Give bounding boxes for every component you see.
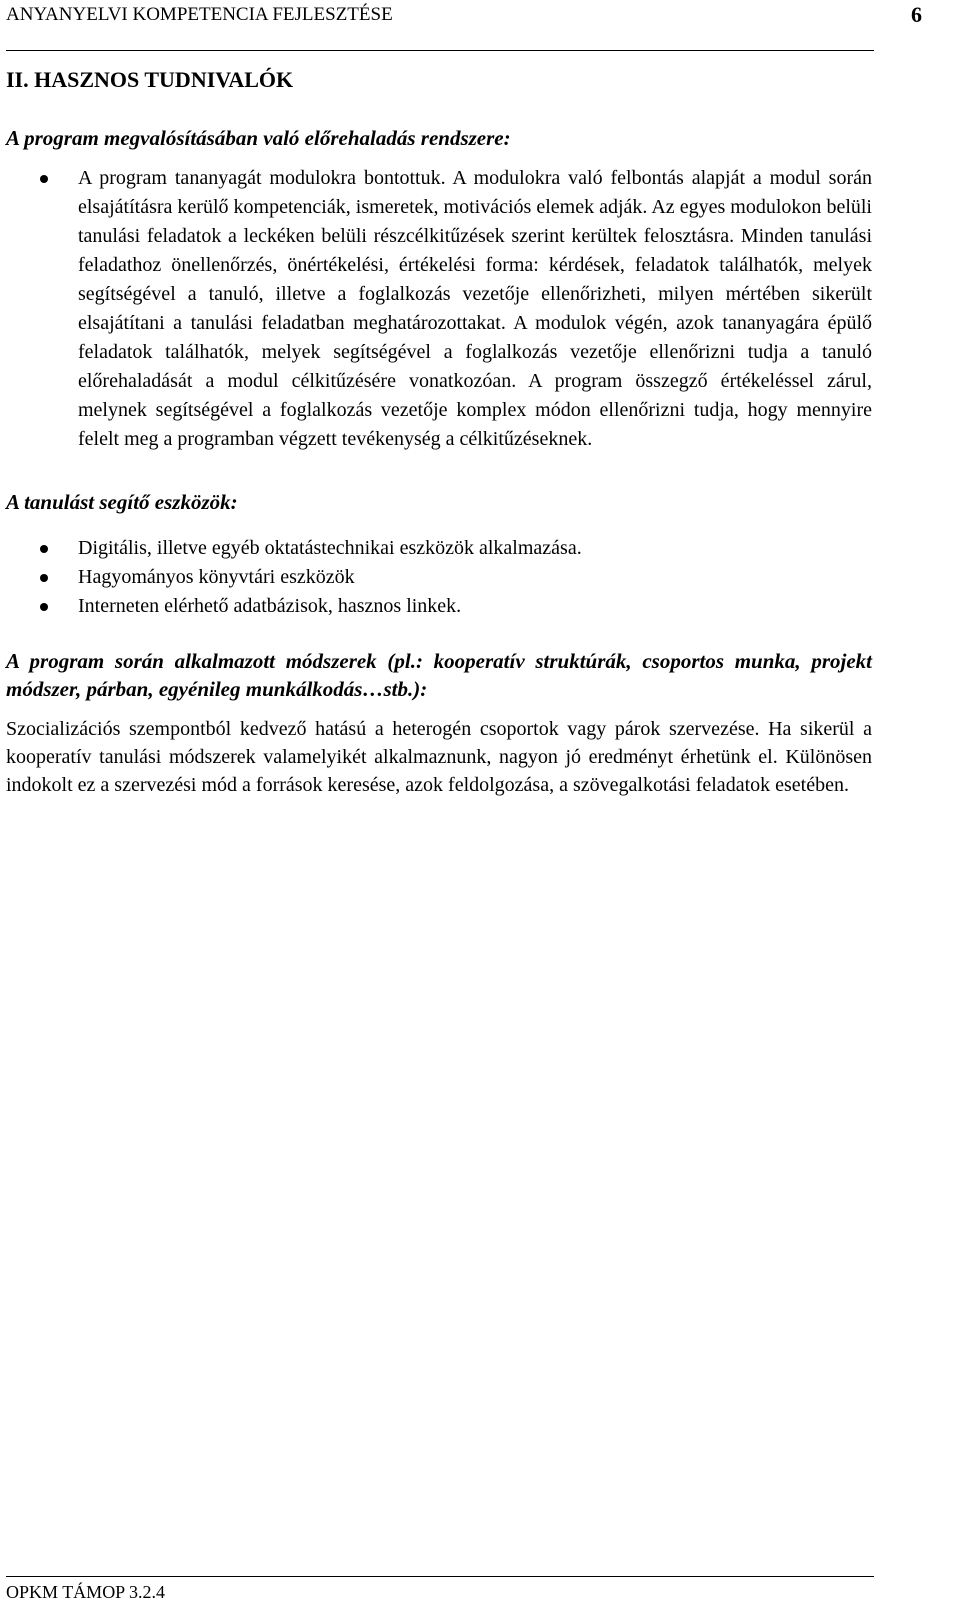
page-header <box>6 0 922 51</box>
header-title: ANYANYELVI KOMPETENCIA FEJLESZTÉSE <box>6 4 393 25</box>
tools-list <box>6 534 872 621</box>
progress-list <box>6 164 872 454</box>
bullet-icon <box>40 603 48 611</box>
tools-item-2: Hagyományos könyvtári eszközök <box>78 566 355 588</box>
progress-bullet-text: A program tananyagát modulokra bontottuk. A modulokra való felbontás alapját a modul során elsajátításra kerülő kompetenciák, ismeretek, motivációs elemek adják. Az egyes modulokon belüli tanulási feladatok a leckéken belüli részcélkitűzések szerint kerültek felosztásra. Minden tanulási feladathoz önellenőrzés, önértékelési, értékelési forma: kérdések, feladatok találhatók, melyek segítségével a tanuló, illetve a foglalkozás vezetője ellenőrizheti, milyen mértében sikerült elsajátítani a tanulási feladatban meghatározottakat. A modulok végén, azok tananyagára épülő feladatok találhatók, melyek segítségével a foglalkozás vezetője ellenőrizni tudja a tanuló előrehaladását a modul célkitűzésére vonatkozóan. A program összegző értékeléssel zárul, melynek segítségével a foglalkozás vezetője komplex módon ellenőrizni tudja, hogy mennyire felelt meg a programban végzett tevékenység a célkitűzéseknek. <box>78 167 872 450</box>
bullet-icon <box>40 175 48 183</box>
page-number: 6 <box>911 2 922 27</box>
list-item <box>6 592 872 621</box>
progress-heading: A program megvalósításában való előrehaladás rendszere: <box>6 126 511 150</box>
list-item <box>6 563 872 592</box>
methods-paragraph: Szocializációs szempontból kedvező hatású a heterogén csoportok vagy párok szervezése. Ha sikerül a kooperatív tanulási módszerek valamelyikét alkalmaznunk, nagyon jó eredményt érhetünk el. Különösen indokolt ez a szervezési mód a források keresése, azok feldolgozása, a szövegalkotási feladatok esetében. <box>6 718 872 796</box>
list-item <box>6 534 872 563</box>
section-title: II. HASZNOS TUDNIVALÓK <box>6 67 294 92</box>
page-content <box>6 66 872 799</box>
bullet-icon <box>40 574 48 582</box>
footer-text: OPKM TÁMOP 3.2.4 <box>6 1582 166 1602</box>
methods-heading: A program során alkalmazott módszerek (pl.: kooperatív struktúrák, csoportos munka, projekt módszer, párban, egyénileg munkálkodás…stb.): <box>6 649 872 701</box>
tools-item-3: Interneten elérhető adatbázisok, hasznos linkek. <box>78 595 462 617</box>
page-footer <box>6 1576 874 1603</box>
tools-heading: A tanulást segítő eszközök: <box>6 490 238 514</box>
bullet-icon <box>40 545 48 553</box>
list-item <box>6 164 872 454</box>
tools-item-1: Digitális, illetve egyéb oktatástechnikai eszközök alkalmazása. <box>78 537 582 559</box>
